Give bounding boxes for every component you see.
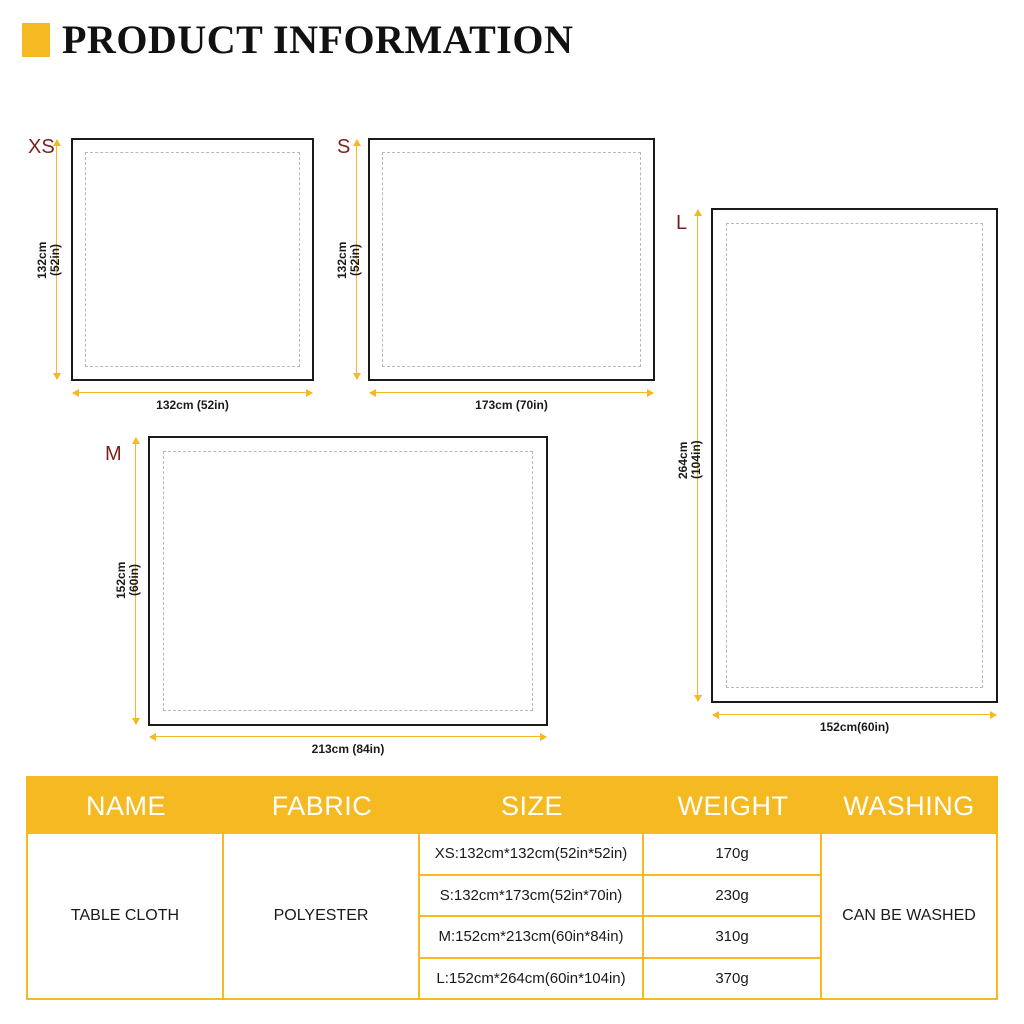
table-row: L:152cm*264cm(60in*104in) bbox=[420, 959, 644, 999]
m-width-dimension: 213cm (84in) bbox=[311, 742, 385, 756]
specification-table bbox=[26, 776, 998, 1000]
s-cloth-stitch-line bbox=[382, 152, 641, 367]
page-header bbox=[22, 17, 574, 62]
l-height-dimension: 264cm (104in) bbox=[676, 440, 703, 480]
header-accent-bar bbox=[22, 23, 50, 57]
m-width-arrow bbox=[150, 736, 546, 737]
page-title: PRODUCT INFORMATION bbox=[62, 17, 574, 62]
xs-width-arrow bbox=[73, 392, 312, 393]
l-size-label: L bbox=[676, 212, 688, 234]
table-cell-fabric bbox=[224, 834, 420, 998]
l-width-arrow bbox=[713, 714, 996, 715]
xs-width-dimension: 132cm (52in) bbox=[156, 398, 229, 412]
table-header-size: SIZE bbox=[500, 790, 563, 821]
table-row: 230g bbox=[644, 876, 822, 918]
table-row: S:132cm*173cm(52in*70in) bbox=[420, 876, 644, 918]
xs-size-label: XS bbox=[28, 136, 55, 158]
fabric-value: POLYESTER bbox=[224, 834, 420, 998]
table-cell-name bbox=[28, 834, 224, 998]
table-row: M:152cm*213cm(60in*84in) bbox=[420, 917, 644, 959]
xs-height-dimension: 132cm (52in) bbox=[35, 241, 62, 279]
s-size-label: S bbox=[337, 136, 351, 158]
table-header-fabric: FABRIC bbox=[271, 790, 373, 821]
xs-cloth-stitch-line bbox=[85, 152, 300, 367]
washing-value: CAN BE WASHED bbox=[842, 907, 976, 924]
table-row: 370g bbox=[644, 959, 822, 999]
table-row: XS:132cm*132cm(52in*52in) bbox=[420, 834, 644, 876]
xs-cloth-outline bbox=[71, 138, 314, 381]
table-row: 170g bbox=[644, 834, 822, 876]
m-cloth-stitch-line bbox=[163, 451, 533, 711]
s-height-dimension: 132cm (52in) bbox=[335, 241, 362, 279]
table-body bbox=[28, 834, 996, 998]
l-width-dimension: 152cm(60in) bbox=[819, 720, 890, 734]
s-cloth-outline bbox=[368, 138, 655, 381]
s-width-arrow bbox=[370, 392, 653, 393]
table-cell-washing bbox=[822, 834, 996, 998]
table-header-name: NAME bbox=[85, 790, 166, 821]
table-header-row bbox=[28, 778, 996, 834]
table-cell-weight-list bbox=[644, 834, 822, 998]
product-name-value: TABLE CLOTH bbox=[28, 834, 224, 998]
m-cloth-outline bbox=[148, 436, 548, 726]
m-size-label: M bbox=[105, 443, 122, 465]
table-header-washing: WASHING bbox=[843, 790, 975, 821]
s-width-dimension: 173cm (70in) bbox=[475, 398, 548, 412]
l-cloth-stitch-line bbox=[726, 223, 983, 688]
m-height-dimension: 152cm (60in) bbox=[114, 561, 141, 599]
l-cloth-outline bbox=[711, 208, 998, 703]
table-cell-size-list bbox=[420, 834, 644, 998]
table-row: 310g bbox=[644, 917, 822, 959]
table-header-weight: WEIGHT bbox=[677, 790, 789, 821]
